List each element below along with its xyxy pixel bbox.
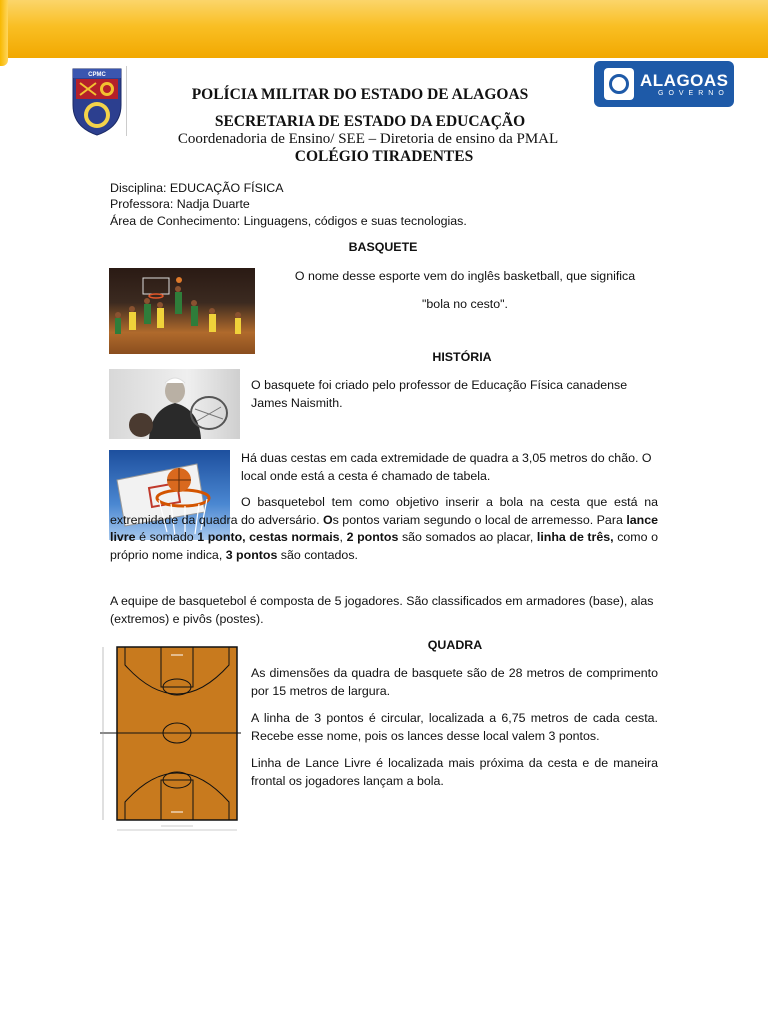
objetivo-p5: são somados ao placar,	[398, 530, 537, 544]
objetivo-b6: 3 pontos	[225, 547, 278, 562]
equipe-text: A equipe de basquetebol é composta de 5 jogadores. São classificados em armadores (base), alas (extremos) e pivôs (postes).	[110, 594, 654, 626]
objetivo-b4: 2 pontos	[346, 530, 399, 544]
objetivo-p3: é somado	[135, 530, 198, 544]
objetivo-b5: linha de três,	[536, 530, 614, 544]
objetivo-p7: são contados.	[277, 547, 358, 562]
top-banner	[0, 0, 768, 58]
naismith-photo	[109, 369, 240, 439]
court-diagram	[95, 645, 241, 840]
objetivo-p6: como o próprio nome indica,	[110, 530, 658, 562]
objetivo-b2: lance livre	[110, 512, 658, 544]
cpmc-logo	[70, 67, 124, 137]
basquete-heading: BASQUETE	[348, 240, 418, 254]
info-disciplina: Disciplina: EDUCAÇÃO FÍSICA	[110, 181, 284, 195]
alagoas-logo-main: ALAGOAS	[640, 71, 729, 90]
alagoas-emblem-icon	[604, 68, 634, 100]
quadra-heading: QUADRA	[427, 638, 483, 652]
quadra-paragraph-2: A linha de 3 pontos é circular, localizada a 6,75 metros de cada cesta. Recebe esse nome, pois os lances desse local valem 3 pontos.	[251, 711, 658, 743]
cpmc-logo-text: CPMC	[88, 72, 106, 78]
historia-text: O basquete foi criado pelo professor de Educação Física canadense James Naismith.	[251, 378, 628, 410]
header-line-4: COLÉGIO TIRADENTES	[294, 148, 474, 165]
objetivo-full	[110, 494, 658, 564]
info-area: Área de Conhecimento: Linguagens, códigos e suas tecnologias.	[110, 214, 467, 228]
cestas-text: Há duas cestas em cada extremidade de quadra a 3,05 metros do chão. O local onde está a cesta é chamado de tabela.	[241, 451, 652, 483]
objetivo-b3: 1 ponto, cestas normais	[197, 530, 340, 544]
alagoas-logo	[594, 61, 734, 107]
objetivo-p4: ,	[339, 530, 347, 544]
banner-edge	[0, 0, 8, 66]
objetivo-p2: s pontos variam segundo o local de arremesso. Para	[332, 512, 627, 527]
basquete-line-2: "bola no cesto".	[422, 297, 508, 311]
objetivo-b1: O	[323, 512, 333, 527]
header-line-2: SECRETARIA DE ESTADO DA EDUCAÇÃO	[214, 113, 526, 130]
basketball-game-photo	[109, 268, 255, 354]
logo-divider	[126, 66, 127, 136]
quadra-paragraph-3: Linha de Lance Livre é localizada mais próxima da cesta e de maneira frontal os jogadores lançam a bola.	[251, 756, 658, 788]
quadra-paragraph-1: As dimensões da quadra de basquete são de 28 metros de comprimento por 15 metros de largura.	[251, 666, 658, 698]
header-line-3: Coordenadoria de Ensino/ SEE – Diretoria de ensino da PMAL	[177, 131, 559, 147]
basquete-line-1: O nome desse esporte vem do inglês basketball, que significa	[294, 269, 636, 283]
info-professora: Professora: Nadja Duarte	[110, 197, 250, 211]
objetivo-p1: O basquetebol tem como objetivo inserir a bola na cesta que está na extremidade da quadra do adversário.	[110, 495, 658, 527]
alagoas-logo-sub: GOVERNO	[658, 90, 729, 97]
header-line-1: POLÍCIA MILITAR DO ESTADO DE ALAGOAS	[191, 86, 529, 103]
historia-heading: HISTÓRIA	[432, 350, 492, 364]
